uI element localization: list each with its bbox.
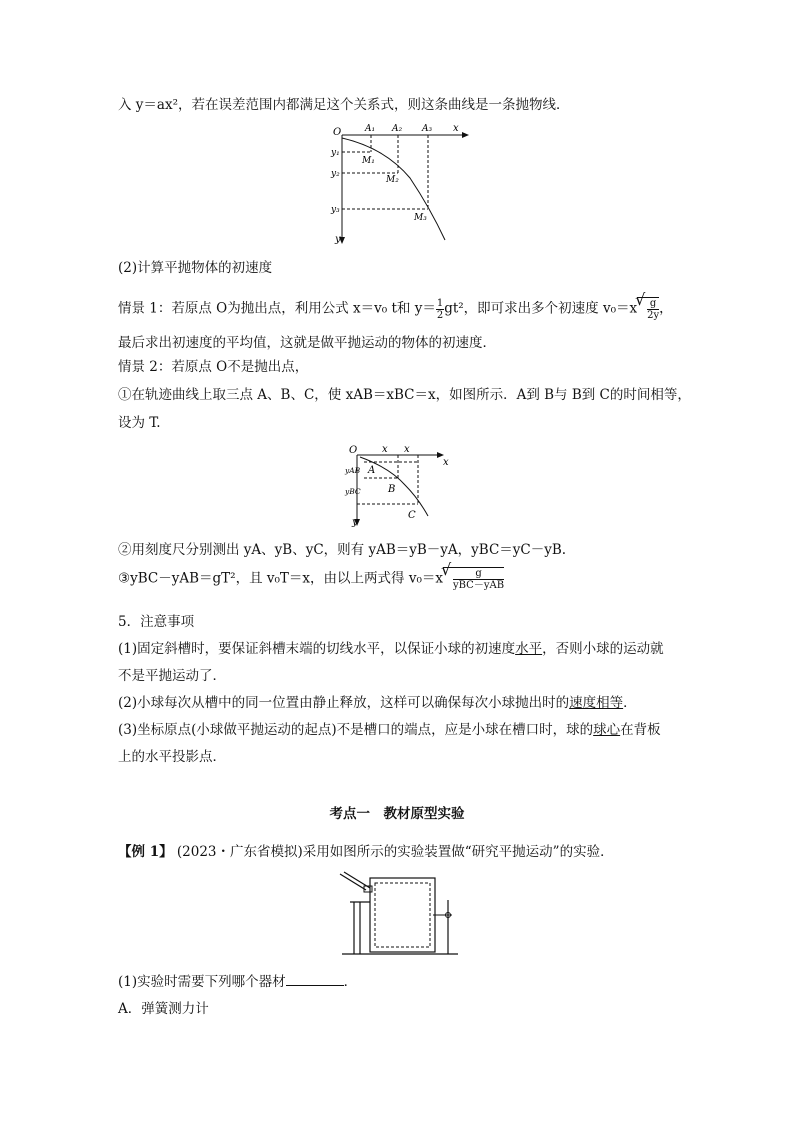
svg-text:A₂: A₂ xyxy=(392,124,403,134)
scenario-2-line-2: ①在轨迹曲线上取三点 A、B、C，使 xAB＝xBC＝x，如图所示．A到 B与 B到 C的时间相等， xyxy=(118,387,691,403)
svg-text:M₁: M₁ xyxy=(362,156,375,166)
svg-text:x: x xyxy=(382,444,388,455)
trajectory-figure-2 xyxy=(340,440,455,530)
note-3: (3)坐标原点(小球做平抛运动的起点)不是槽口的端点，应是小球在槽口时，球的球心在背板 xyxy=(118,722,661,738)
intro-line: 入 y＝ax²，若在误差范围内都满足这个关系式，则这条曲线是一条抛物线． xyxy=(118,97,570,113)
svg-text:M₃: M₃ xyxy=(414,213,427,223)
apparatus-figure xyxy=(330,870,465,960)
svg-text:y₃: y₃ xyxy=(331,205,340,215)
note-1: (1)固定斜槽时，要保证斜槽末端的切线水平，以保证小球的初速度水平，否则小球的运动就 xyxy=(118,641,664,657)
svg-text:y: y xyxy=(352,517,358,528)
origin-label: O xyxy=(333,127,342,138)
svg-text:A: A xyxy=(368,465,376,476)
scenario-2-line-1: 情景 2：若原点 O不是抛出点， xyxy=(118,359,309,375)
step-2: ②用刻度尺分别测出 yA、yB、yC，则有 yAB＝yB－yA，yBC＝yC－yB. xyxy=(118,542,567,558)
svg-text:O: O xyxy=(349,445,358,456)
note-2: (2)小球每次从槽中的同一位置由静止释放，这样可以确保每次小球抛出时的速度相等． xyxy=(118,695,637,711)
svg-text:x: x xyxy=(404,444,410,455)
scenario-2-line-3: 设为 T. xyxy=(118,415,161,431)
svg-text:B: B xyxy=(388,484,396,495)
svg-text:y: y xyxy=(335,234,341,245)
option-a: A．弹簧测力计 xyxy=(118,1001,209,1017)
answer-blank[interactable] xyxy=(286,973,344,986)
section-5-title: 5．注意事项 xyxy=(118,614,195,630)
svg-text:yAB: yAB xyxy=(345,466,361,475)
example-1: 【例 1】 (2023・广东省模拟)采用如图所示的实验装置做“研究平抛运动”的实验． xyxy=(118,844,614,860)
svg-text:A₃: A₃ xyxy=(422,124,433,134)
trajectory-figure-1 xyxy=(325,118,475,246)
section-2-title: (2)计算平抛物体的初速度 xyxy=(118,260,273,276)
svg-text:x: x xyxy=(443,457,449,468)
svg-text:yBC: yBC xyxy=(345,487,361,496)
note-3-line-2: 上的水平投影点． xyxy=(118,749,226,765)
svg-text:A₁: A₁ xyxy=(365,124,376,134)
svg-text:M₂: M₂ xyxy=(386,175,399,185)
svg-text:C: C xyxy=(408,510,416,521)
scenario-1-line: 情景 1：若原点 O为抛出点，利用公式 x＝v₀ t和 y＝ $\frac{1}{2}$ gt²，即可求出多个初速度 v₀＝x √ $\frac{g}{2y}$ ， xyxy=(118,297,673,321)
svg-text:x: x xyxy=(453,123,459,134)
note-1-line-2: 不是平抛运动了． xyxy=(118,668,226,684)
question-1: (1)实验时需要下列哪个器材 ． xyxy=(118,974,358,990)
svg-text:y₁: y₁ xyxy=(331,148,340,158)
section-heading: 考点一 教材原型实验 xyxy=(329,806,465,822)
step-3: ③yBC－yAB＝gT²，且 v₀T＝x，由以上两式得 v₀＝x √ $\frac{g}{\text{yBC－yAB}}$ xyxy=(118,567,504,591)
scenario-1-line-2: 最后求出初速度的平均值，这就是做平抛运动的物体的初速度． xyxy=(118,335,496,351)
svg-text:y₂: y₂ xyxy=(331,169,340,179)
